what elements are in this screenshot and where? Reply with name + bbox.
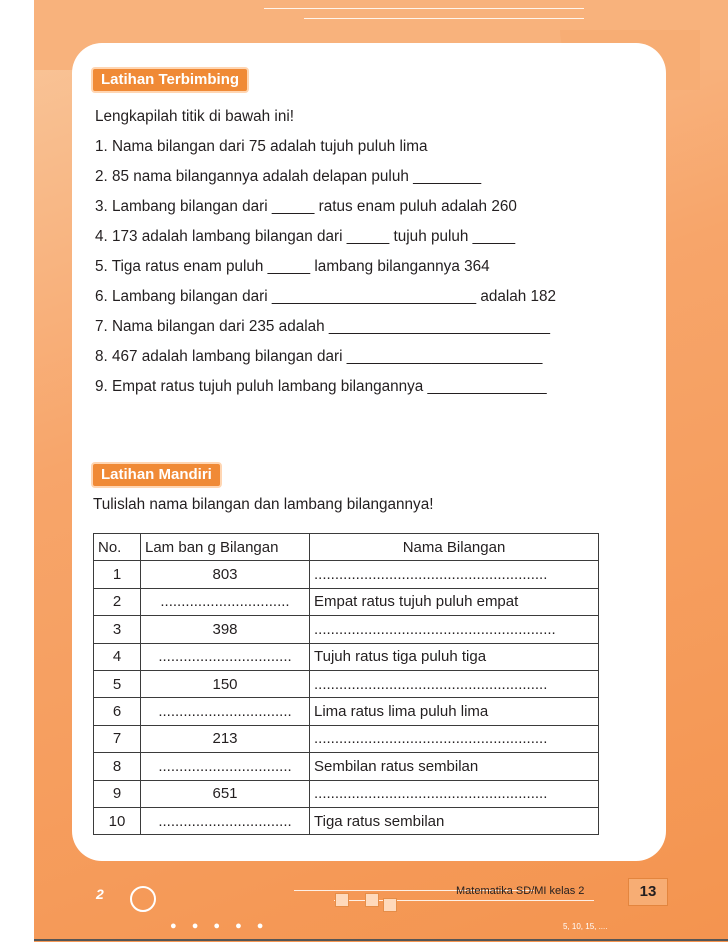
number-card-icon	[365, 893, 379, 907]
instruction-line: Lengkapilah titik di bawah ini!	[95, 108, 294, 125]
table-row	[94, 725, 599, 752]
row-number: 10	[94, 807, 141, 834]
section-tag-independent: Latihan Mandiri	[91, 462, 222, 488]
table-row	[94, 807, 599, 834]
header-symbol: Lam ban g Bilangan	[141, 534, 310, 561]
row-number: 8	[94, 753, 141, 780]
row-name: ........................................................	[310, 725, 599, 752]
deco-line	[304, 18, 584, 19]
table-row	[94, 698, 599, 725]
row-symbol: ................................	[141, 807, 310, 834]
table-row	[94, 670, 599, 697]
row-name: Lima ratus lima puluh lima	[310, 698, 599, 725]
row-name: Tujuh ratus tiga puluh tiga	[310, 643, 599, 670]
row-number: 1	[94, 561, 141, 588]
row-name: Empat ratus tujuh puluh empat	[310, 588, 599, 615]
row-name: ........................................................	[310, 561, 599, 588]
table-row	[94, 616, 599, 643]
row-symbol: ................................	[141, 753, 310, 780]
row-number: 7	[94, 725, 141, 752]
exercise-line: 1. Nama bilangan dari 75 adalah tujuh puluh lima	[95, 138, 428, 155]
table-row	[94, 561, 599, 588]
row-number: 9	[94, 780, 141, 807]
row-symbol: 213	[141, 725, 310, 752]
row-number: 2	[94, 588, 141, 615]
row-symbol: ...............................	[141, 588, 310, 615]
row-name: ..........................................................	[310, 616, 599, 643]
table-row	[94, 588, 599, 615]
page-number: 13	[628, 878, 668, 906]
number-card-icon	[335, 893, 349, 907]
deco-line	[264, 8, 584, 9]
row-symbol: ................................	[141, 643, 310, 670]
decorative-dots: ● ● ● ● ●	[170, 920, 270, 932]
row-symbol: 803	[141, 561, 310, 588]
exercise-line: 2. 85 nama bilangannya adalah delapan puluh ________	[95, 168, 482, 185]
row-number: 4	[94, 643, 141, 670]
book-title: Matematika SD/MI kelas 2	[456, 885, 585, 897]
exercise-line: 4. 173 adalah lambang bilangan dari _____ tujuh puluh _____	[95, 228, 516, 245]
exercise-line: 9. Empat ratus tujuh puluh lambang bilangannya ______________	[95, 378, 547, 395]
row-name: Sembilan ratus sembilan	[310, 753, 599, 780]
table-row	[94, 780, 599, 807]
number-sequence: 5, 10, 15, ....	[563, 922, 608, 931]
row-number: 6	[94, 698, 141, 725]
number-card-icon	[383, 898, 397, 912]
exercise-line: 3. Lambang bilangan dari _____ ratus enam puluh adalah 260	[95, 198, 517, 215]
decorative-digit: 2	[96, 886, 104, 902]
row-number: 5	[94, 670, 141, 697]
clock-icon	[130, 886, 156, 912]
exercise-line: 7. Nama bilangan dari 235 adalah __________________________	[95, 318, 551, 335]
bottom-rule	[34, 939, 728, 941]
row-name: Tiga ratus sembilan	[310, 807, 599, 834]
row-symbol: 398	[141, 616, 310, 643]
exercise-table	[93, 533, 599, 835]
row-symbol: 150	[141, 670, 310, 697]
table-row	[94, 753, 599, 780]
table-row	[94, 643, 599, 670]
header-no: No.	[94, 534, 141, 561]
row-name: ........................................................	[310, 780, 599, 807]
table-header-row	[94, 534, 599, 561]
row-symbol: ................................	[141, 698, 310, 725]
row-symbol: 651	[141, 780, 310, 807]
instruction-line: Tulislah nama bilangan dan lambang bilangannya!	[93, 496, 434, 513]
exercise-line: 5. Tiga ratus enam puluh _____ lambang bilangannya 364	[95, 258, 490, 275]
header-name: Nama Bilangan	[310, 534, 599, 561]
row-name: ........................................................	[310, 670, 599, 697]
row-number: 3	[94, 616, 141, 643]
section-tag-guided: Latihan Terbimbing	[91, 67, 249, 93]
exercise-line: 6. Lambang bilangan dari ________________________ adalah 182	[95, 288, 557, 305]
exercise-line: 8. 467 adalah lambang bilangan dari _______________________	[95, 348, 543, 365]
